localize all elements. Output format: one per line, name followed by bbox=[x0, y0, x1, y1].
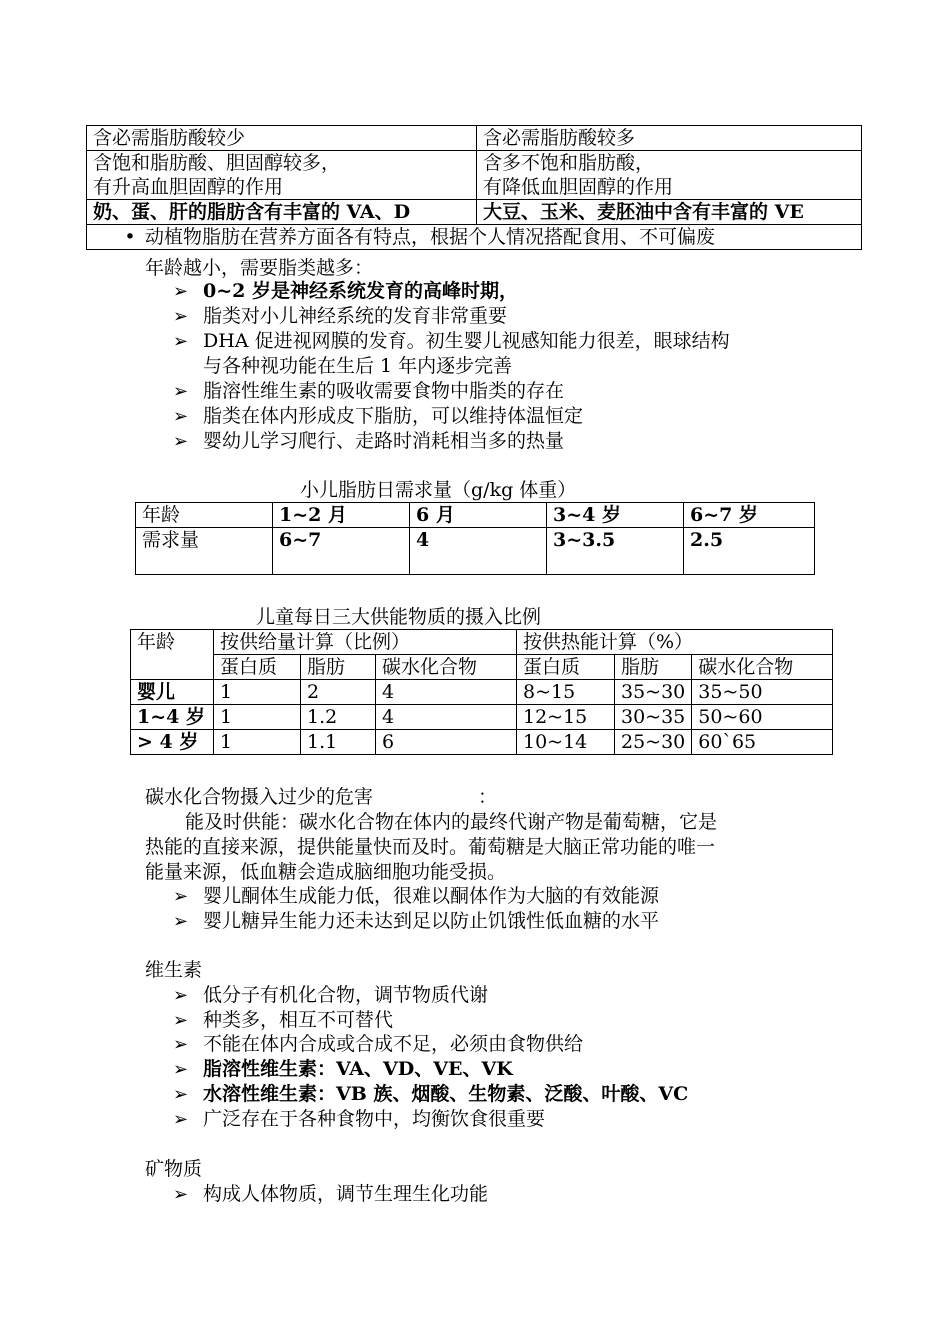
table-cell bbox=[477, 151, 862, 200]
table-cell: 3~3.5 bbox=[547, 528, 684, 575]
table-row bbox=[131, 655, 833, 680]
arrow-bullet-icon: ➢ bbox=[173, 1010, 189, 1031]
list-item bbox=[173, 404, 583, 429]
arrow-bullet-icon: ➢ bbox=[173, 1109, 189, 1130]
table-cell: 1 bbox=[214, 730, 301, 755]
list-item-continuation: 与各种视功能在生后 1 年内逐步完善 bbox=[203, 355, 513, 377]
table-cell: 1~4 岁 bbox=[131, 705, 214, 730]
carb-paragraph-line: 能量来源，低血糖会造成脑细胞功能受损。 bbox=[145, 861, 507, 883]
table-row bbox=[131, 730, 833, 755]
list-item bbox=[173, 304, 507, 329]
table-cell: 1 bbox=[214, 680, 301, 705]
table-header-cell: 蛋白质 bbox=[517, 655, 615, 680]
table-footer-cell bbox=[87, 225, 862, 250]
list-item bbox=[173, 884, 659, 909]
table-row bbox=[131, 680, 833, 705]
table-header-cell: 6~7 岁 bbox=[684, 503, 815, 528]
table-cell: > 4 岁 bbox=[131, 730, 214, 755]
table-row bbox=[87, 151, 862, 200]
fat-requirement-table bbox=[135, 502, 815, 575]
bullet-icon: • bbox=[124, 226, 136, 248]
list-item bbox=[173, 1032, 583, 1057]
table-row bbox=[136, 528, 815, 575]
arrow-bullet-icon: ➢ bbox=[173, 306, 189, 327]
list-item-text: 婴儿酮体生成能力低，很难以酮体作为大脑的有效能源 bbox=[203, 885, 660, 907]
mineral-heading: 矿物质 bbox=[145, 1158, 203, 1180]
list-item-text: DHA 促进视网膜的发育。初生婴儿视感知能力很差，眼球结构 bbox=[203, 330, 730, 352]
arrow-bullet-icon: ➢ bbox=[173, 1034, 189, 1055]
arrow-bullet-icon: ➢ bbox=[173, 381, 189, 402]
list-item-text: 不能在体内合成或合成不足，必须由食物供给 bbox=[203, 1033, 584, 1055]
table-footer-text: 动植物脂肪在营养方面各有特点，根据个人情况搭配食用、不可偏废 bbox=[145, 226, 716, 248]
arrow-bullet-icon: ➢ bbox=[173, 1084, 189, 1105]
carb-paragraph-line: 能及时供能：碳水化合物在体内的最终代谢产物是葡萄糖，它是 bbox=[185, 811, 718, 833]
table-cell: 8~15 bbox=[517, 680, 615, 705]
table-cell: 10~14 bbox=[517, 730, 615, 755]
list-item bbox=[173, 1107, 545, 1132]
table-header-cell: 6 月 bbox=[410, 503, 547, 528]
table-cell bbox=[87, 151, 477, 200]
table-cell: 2.5 bbox=[684, 528, 815, 575]
table-header-cell: 3~4 岁 bbox=[547, 503, 684, 528]
cell-line: 有降低血胆固醇的作用 bbox=[483, 176, 674, 198]
list-item-text: 脂溶性维生素：VA、VD、VE、VK bbox=[203, 1058, 513, 1080]
table-cell: 1.1 bbox=[301, 730, 376, 755]
table-cell: 奶、蛋、肝的脂肪含有丰富的 VA、D bbox=[87, 200, 477, 225]
energy-ratio-table bbox=[130, 629, 833, 755]
table-cell: 6~7 bbox=[273, 528, 410, 575]
table-cell: 1 bbox=[214, 705, 301, 730]
table-row bbox=[131, 630, 833, 655]
arrow-bullet-icon: ➢ bbox=[173, 281, 189, 302]
list-item bbox=[173, 983, 488, 1008]
list-item-text: 种类多，相互不可替代 bbox=[203, 1009, 394, 1031]
table-cell: 需求量 bbox=[136, 528, 273, 575]
list-item-text: 脂类在体内形成皮下脂肪，可以维持体温恒定 bbox=[203, 405, 584, 427]
list-item bbox=[173, 1182, 488, 1207]
table-cell: 35~50 bbox=[692, 680, 833, 705]
table-cell: 60`65 bbox=[692, 730, 833, 755]
table-cell: 50~60 bbox=[692, 705, 833, 730]
table-header-cell: 碳水化合物 bbox=[376, 655, 517, 680]
table-header-cell: 脂肪 bbox=[615, 655, 692, 680]
table-header-cell: 年龄 bbox=[131, 630, 214, 680]
table-group-header: 按供热能计算（%） bbox=[517, 630, 833, 655]
carb-paragraph-line: 热能的直接来源，提供能量快而及时。葡萄糖是大脑正常功能的唯一 bbox=[145, 836, 716, 858]
table-cell: 4 bbox=[410, 528, 547, 575]
list-item-text: 广泛存在于各种食物中，均衡饮食很重要 bbox=[203, 1108, 546, 1130]
table-header-cell: 1~2 月 bbox=[273, 503, 410, 528]
list-item bbox=[173, 379, 564, 404]
table-row bbox=[131, 705, 833, 730]
carb-heading-colon: ： bbox=[478, 786, 498, 808]
table-cell: 含必需脂肪酸较少 bbox=[87, 126, 477, 151]
cell-line: 含饱和脂肪酸、胆固醇较多， bbox=[93, 152, 341, 174]
table-cell: 4 bbox=[376, 680, 517, 705]
table-cell: 30~35 bbox=[615, 705, 692, 730]
list-item-text: 婴儿糖异生能力还未达到足以防止饥饿性低血糖的水平 bbox=[203, 910, 660, 932]
list-item bbox=[173, 329, 730, 354]
ratio-table-title: 儿童每日三大供能物质的摄入比例 bbox=[256, 606, 542, 628]
table-cell: 35~30 bbox=[615, 680, 692, 705]
arrow-bullet-icon: ➢ bbox=[173, 406, 189, 427]
list-item bbox=[173, 1008, 393, 1033]
arrow-bullet-icon: ➢ bbox=[173, 985, 189, 1006]
table-row bbox=[87, 200, 862, 225]
table-row bbox=[136, 503, 815, 528]
table-header-cell: 年龄 bbox=[136, 503, 273, 528]
arrow-bullet-icon: ➢ bbox=[173, 431, 189, 452]
table-cell: 婴儿 bbox=[131, 680, 214, 705]
cell-line: 含多不饱和脂肪酸， bbox=[483, 152, 655, 174]
table-cell: 含必需脂肪酸较多 bbox=[477, 126, 862, 151]
arrow-bullet-icon: ➢ bbox=[173, 911, 189, 932]
list-item bbox=[173, 1082, 688, 1107]
arrow-bullet-icon: ➢ bbox=[173, 1184, 189, 1205]
table-cell: 大豆、玉米、麦胚油中含有丰富的 VE bbox=[477, 200, 862, 225]
list-item bbox=[173, 279, 518, 304]
list-item-text: 低分子有机化合物，调节物质代谢 bbox=[203, 984, 489, 1006]
arrow-bullet-icon: ➢ bbox=[173, 886, 189, 907]
table-cell: 12~15 bbox=[517, 705, 615, 730]
table-cell: 6 bbox=[376, 730, 517, 755]
fat-req-table-title: 小儿脂肪日需求量（g/kg 体重） bbox=[300, 479, 577, 501]
table-cell: 4 bbox=[376, 705, 517, 730]
table-header-cell: 碳水化合物 bbox=[692, 655, 833, 680]
table-row bbox=[87, 126, 862, 151]
list-item-text: 婴幼儿学习爬行、走路时消耗相当多的热量 bbox=[203, 430, 565, 452]
carb-heading: 碳水化合物摄入过少的危害 bbox=[145, 786, 374, 808]
table-group-header: 按供给量计算（比例） bbox=[214, 630, 517, 655]
fat-heading: 年龄越小，需要脂类越多： bbox=[145, 257, 374, 279]
table-cell: 1.2 bbox=[301, 705, 376, 730]
arrow-bullet-icon: ➢ bbox=[173, 331, 189, 352]
fat-comparison-table bbox=[86, 125, 862, 250]
table-row bbox=[87, 225, 862, 250]
list-item bbox=[173, 909, 659, 934]
table-cell: 25~30 bbox=[615, 730, 692, 755]
list-item-text: 脂类对小儿神经系统的发育非常重要 bbox=[203, 305, 508, 327]
list-item-text: 脂溶性维生素的吸收需要食物中脂类的存在 bbox=[203, 380, 565, 402]
table-header-cell: 脂肪 bbox=[301, 655, 376, 680]
table-cell: 2 bbox=[301, 680, 376, 705]
list-item bbox=[173, 429, 564, 454]
vitamin-heading: 维生素 bbox=[145, 959, 203, 981]
list-item-text: 0~2 岁是神经系统发育的高峰时期， bbox=[203, 280, 518, 302]
table-header-cell: 蛋白质 bbox=[214, 655, 301, 680]
cell-line: 有升高血胆固醇的作用 bbox=[93, 176, 284, 198]
list-item-text: 水溶性维生素：VB 族、烟酸、生物素、泛酸、叶酸、VC bbox=[203, 1083, 689, 1105]
list-item-text: 构成人体物质，调节生理生化功能 bbox=[203, 1183, 489, 1205]
arrow-bullet-icon: ➢ bbox=[173, 1059, 189, 1080]
list-item bbox=[173, 1057, 513, 1082]
